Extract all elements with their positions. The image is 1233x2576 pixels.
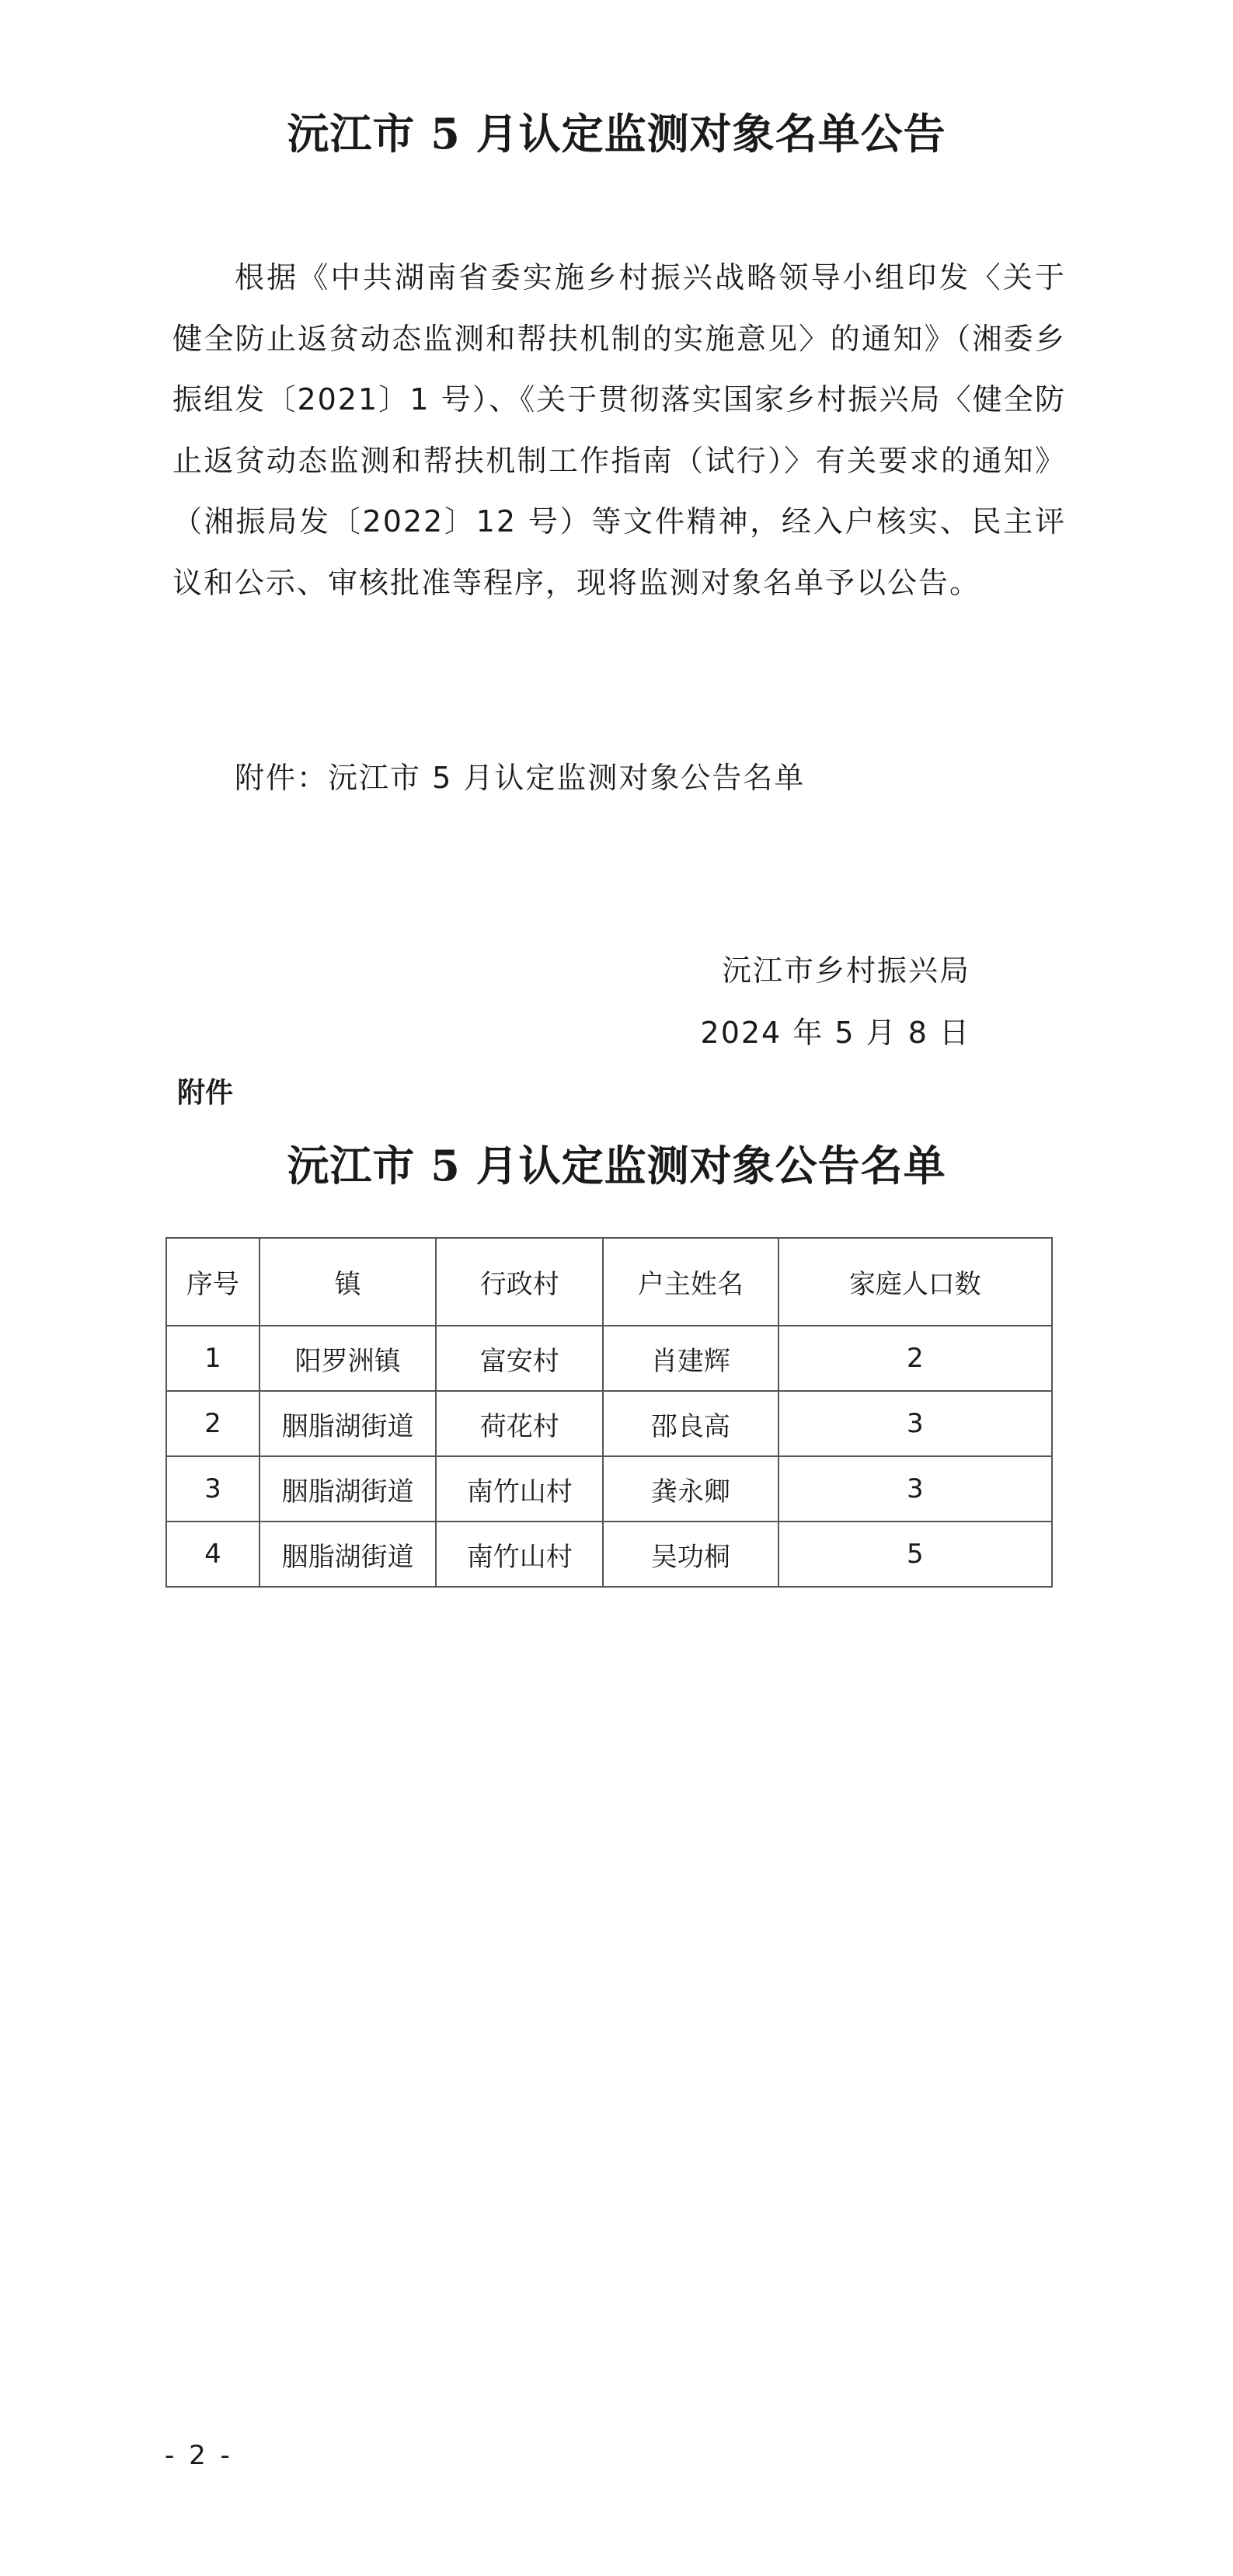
attachment-note: 附件：沅江市 5 月认定监测对象公告名单 <box>235 761 806 795</box>
cell-village: 南竹山村 <box>436 1522 603 1587</box>
cell-town: 胭脂湖街道 <box>259 1391 437 1456</box>
cell-householder: 龚永卿 <box>603 1456 778 1522</box>
cell-family-size: 5 <box>778 1522 1052 1587</box>
table-row <box>166 1391 1052 1456</box>
signature-organization: 沅江市乡村振兴局 <box>721 953 970 988</box>
cell-family-size: 3 <box>778 1456 1052 1522</box>
cell-index: 2 <box>166 1391 259 1456</box>
cell-village: 南竹山村 <box>436 1456 603 1522</box>
attachment-list-title: 沅江市 5 月认定监测对象公告名单 <box>287 1141 946 1190</box>
cell-index: 1 <box>166 1326 259 1391</box>
cell-family-size: 3 <box>778 1391 1052 1456</box>
signature-date: 2024 年 5 月 8 日 <box>700 1016 970 1050</box>
cell-householder: 邵良高 <box>603 1391 778 1456</box>
column-header-index: 序号 <box>166 1238 259 1326</box>
cell-village: 富安村 <box>436 1326 603 1391</box>
cell-index: 3 <box>166 1456 259 1522</box>
cell-village: 荷花村 <box>436 1391 603 1456</box>
cell-town: 胭脂湖街道 <box>259 1522 437 1587</box>
column-header-town: 镇 <box>259 1238 437 1326</box>
announcement-body: 根据《中共湖南省委实施乡村振兴战略领导小组印发〈关于健全防止返贫动态监测和帮扶机制的实施意见〉的通知》（湘委乡振组发〔2021〕1 号）、《关于贯彻落实国家乡村振兴局〈健全防止返贫动态监测和帮扶机制工作指南（试行）〉有关要求的通知》（湘振局发〔2022〕12 号）等文件精神，经入户核实、民主评议和公示、审核批准等程序，现将监测对象名单予以公告。 <box>172 260 1066 600</box>
cell-family-size: 2 <box>778 1326 1052 1391</box>
cell-town: 胭脂湖街道 <box>259 1456 437 1522</box>
monitoring-list-table <box>165 1237 1053 1588</box>
cell-householder: 吴功桐 <box>603 1522 778 1587</box>
table-row <box>166 1522 1052 1587</box>
column-header-village: 行政村 <box>436 1238 603 1326</box>
column-header-family-size: 家庭人口数 <box>778 1238 1052 1326</box>
column-header-householder: 户主姓名 <box>603 1238 778 1326</box>
table-row <box>166 1326 1052 1391</box>
cell-index: 4 <box>166 1522 259 1587</box>
table-header-row <box>166 1238 1052 1326</box>
cell-town: 阳罗洲镇 <box>259 1326 437 1391</box>
cell-householder: 肖建辉 <box>603 1326 778 1391</box>
announcement-title: 沅江市 5 月认定监测对象名单公告 <box>287 109 946 159</box>
page-number: - 2 - <box>165 2440 233 2471</box>
table-row <box>166 1456 1052 1522</box>
attachment-label: 附件 <box>177 1077 234 1109</box>
